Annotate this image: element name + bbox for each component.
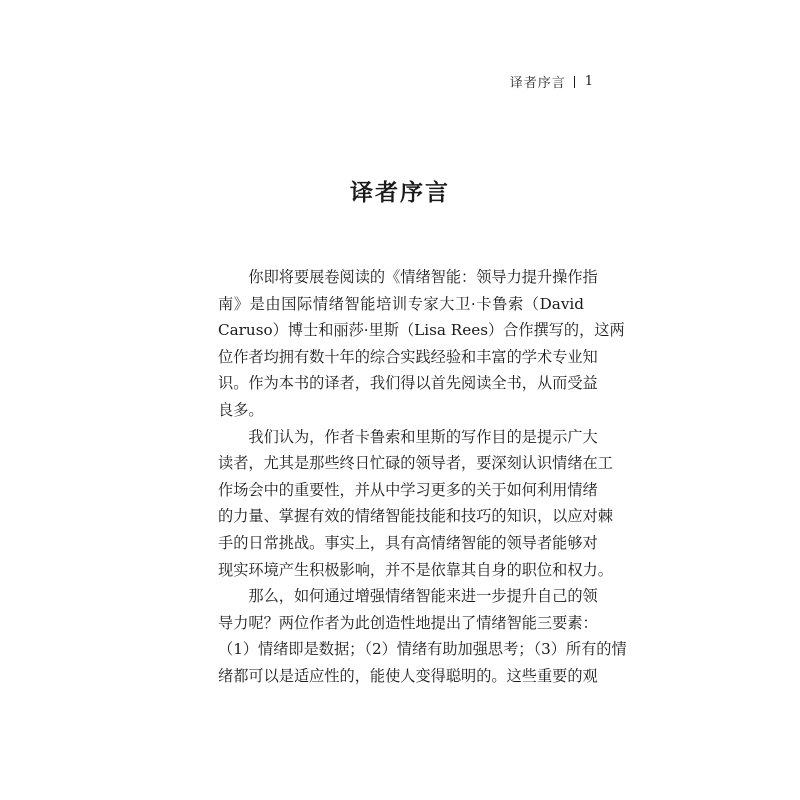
running-head-title: 译者序言 (509, 76, 566, 91)
paragraph-1 (218, 264, 625, 424)
text-line: 南》是由国际情绪智能培训专家大卫·卡鲁索（David (218, 294, 584, 313)
running-head (510, 72, 594, 91)
running-head-separator (574, 76, 575, 88)
chapter-title: 译者序言 (350, 180, 450, 206)
text-line: 导力呢？两位作者为此创造性地提出了情绪智能三要素： (218, 613, 598, 632)
text-line: 的力量、掌握有效的情绪智能技能和技巧的知识，以应对棘 (218, 507, 613, 526)
text-line: Caruso）博士和丽莎·里斯（Lisa Rees）合作撰写的，这两 (218, 321, 625, 340)
text-line: （1）情绪即是数据；（2）情绪有助加强思考；（3）所有的情 (218, 640, 627, 659)
text-line: 那么，如何通过增强情绪智能来进一步提升自己的领 (218, 587, 598, 606)
text-line: 作场会中的重要性，并从中学习更多的关于如何利用情绪 (218, 480, 598, 499)
text-line: 我们认为，作者卡鲁索和里斯的写作目的是提示广大 (218, 427, 598, 446)
text-line: 识。作为本书的译者，我们得以首先阅读全书，从而受益 (218, 374, 598, 393)
page-number: 1 (584, 74, 594, 89)
text-line: 你即将要展卷阅读的《情绪智能：领导力提升操作指 (218, 268, 598, 286)
text-line: 良多。 (218, 400, 264, 419)
body-text (218, 264, 627, 690)
text-line: 现实环境产生积极影响，并不是依靠其自身的职位和权力。 (218, 560, 613, 579)
paragraph-2 (218, 424, 613, 584)
text-line: 绪都可以是适应性的，能使人变得聪明的。这些重要的观 (218, 666, 598, 685)
text-line: 位作者均拥有数十年的综合实践经验和丰富的学术专业知 (218, 347, 598, 366)
text-line: 读者，尤其是那些终日忙碌的领导者，要深刻认识情绪在工 (218, 454, 613, 473)
text-line: 手的日常挑战。事实上，具有高情绪智能的领导者能够对 (218, 533, 598, 552)
paragraph-3 (218, 583, 627, 689)
